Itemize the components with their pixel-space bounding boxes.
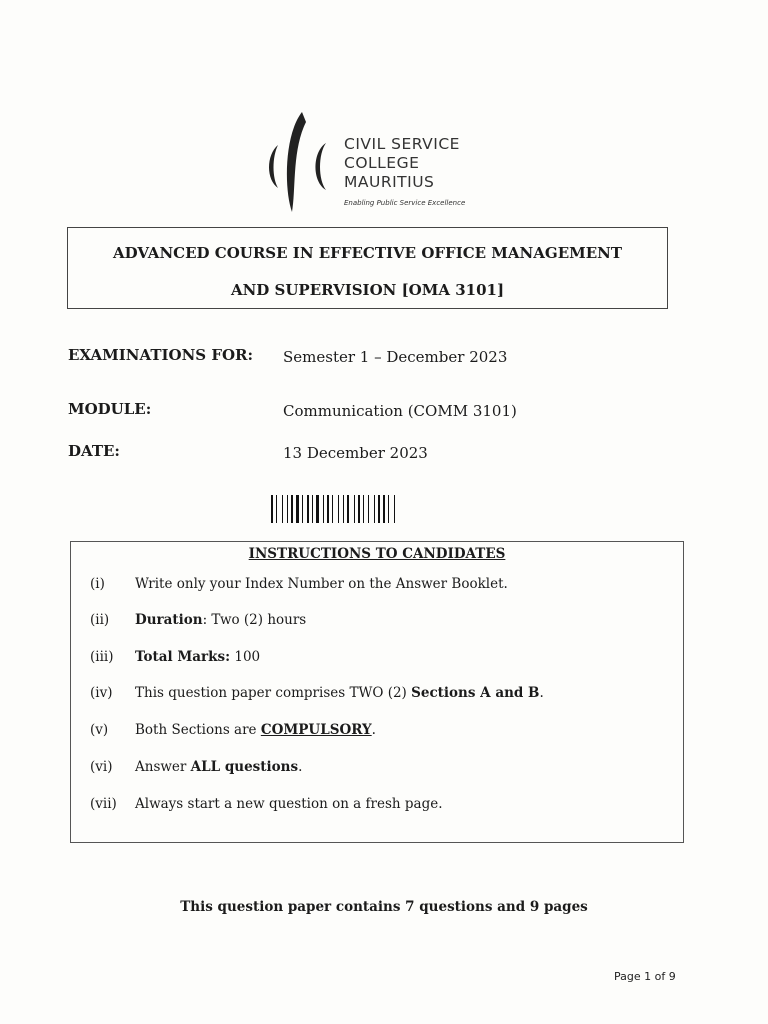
barcode-bar [358, 495, 360, 523]
barcode-bar [287, 495, 288, 523]
date-value: 13 December 2023 [283, 444, 428, 462]
barcode-bar [347, 495, 349, 523]
barcode-bar [276, 495, 277, 523]
instruction-text [135, 759, 302, 775]
csc-emblem-icon [262, 110, 342, 214]
module-value: Communication (COMM 3101) [283, 402, 517, 420]
module-label: MODULE: [68, 400, 152, 418]
instruction-bold-part: Sections A and B [411, 685, 540, 701]
instruction-text [135, 576, 508, 592]
barcode-bar [394, 495, 395, 523]
barcode-bar [327, 495, 329, 523]
barcode-bar [368, 495, 369, 523]
instruction-number: (ii) [90, 612, 110, 628]
barcode-bar [291, 495, 293, 523]
barcode-bar [316, 495, 319, 523]
page-number: Page 1 of 9 [614, 970, 676, 983]
logo-line-2: COLLEGE [344, 154, 420, 172]
instruction-bold-part: COMPULSORY [260, 722, 372, 738]
logo-line-3: MAURITIUS [344, 173, 435, 191]
instruction-text [135, 722, 376, 738]
date-label: DATE: [68, 442, 120, 460]
barcode-bar [363, 495, 364, 523]
barcode-bar [343, 495, 344, 523]
exam-value: Semester 1 – December 2023 [283, 348, 508, 366]
course-title-line-2: AND SUPERVISION [OMA 3101] [230, 281, 505, 299]
barcode-bar [332, 495, 333, 523]
instruction-text-part: 100 [230, 649, 261, 665]
course-title-box [67, 227, 668, 309]
instruction-text-part: Always start a new question on a fresh page. [135, 796, 443, 812]
barcode-bar [338, 495, 339, 523]
instruction-text-part: . [298, 759, 303, 775]
instruction-text [135, 685, 544, 701]
instruction-number: (v) [90, 722, 109, 738]
barcode-bar [296, 495, 299, 523]
barcode-bar [374, 495, 375, 523]
barcode-bar [302, 495, 303, 523]
instruction-bold-part: ALL questions [190, 759, 299, 775]
college-logo [262, 110, 492, 214]
barcode-bar [307, 495, 309, 523]
instruction-number: (vi) [90, 759, 113, 775]
instruction-number: (iii) [90, 649, 114, 665]
barcode-bar [383, 495, 385, 523]
logo-tagline: Enabling Public Service Excellence [344, 199, 466, 207]
instruction-text-part: . [371, 722, 376, 738]
barcode-bar [323, 495, 324, 523]
instructions-title: INSTRUCTIONS TO CANDIDATES [248, 546, 506, 562]
logo-wordmark [344, 135, 460, 192]
instruction-text [135, 612, 306, 628]
barcode-bar [312, 495, 313, 523]
barcode-bar [354, 495, 355, 523]
logo-line-1: CIVIL SERVICE [344, 135, 460, 153]
instruction-text-part: . [539, 685, 544, 701]
instruction-number: (iv) [90, 685, 113, 701]
instruction-text-part: : Two (2) hours [202, 612, 307, 628]
barcode-bar [388, 495, 389, 523]
barcode-bar [282, 495, 283, 523]
instruction-text [135, 649, 260, 665]
instruction-text-part: Both Sections are [135, 722, 261, 738]
barcode [271, 495, 469, 523]
instruction-number: (vii) [90, 796, 117, 812]
instruction-text-part: Answer [135, 759, 191, 775]
exam-label: EXAMINATIONS FOR: [68, 346, 254, 364]
instruction-text-part: Write only your Index Number on the Answer Booklet. [135, 576, 508, 592]
instruction-bold-part: Total Marks: [135, 649, 231, 665]
instruction-bold-part: Duration [135, 612, 203, 628]
barcode-bar [271, 495, 273, 523]
instruction-number: (i) [90, 576, 105, 592]
barcode-bar [378, 495, 380, 523]
paper-summary: This question paper contains 7 questions and 9 pages [180, 899, 588, 915]
instructions-box [70, 541, 684, 843]
course-title-line-1: ADVANCED COURSE IN EFFECTIVE OFFICE MANAGEMENT [112, 244, 623, 262]
instruction-text-part: This question paper comprises TWO (2) [135, 685, 412, 701]
instruction-text [135, 796, 443, 812]
